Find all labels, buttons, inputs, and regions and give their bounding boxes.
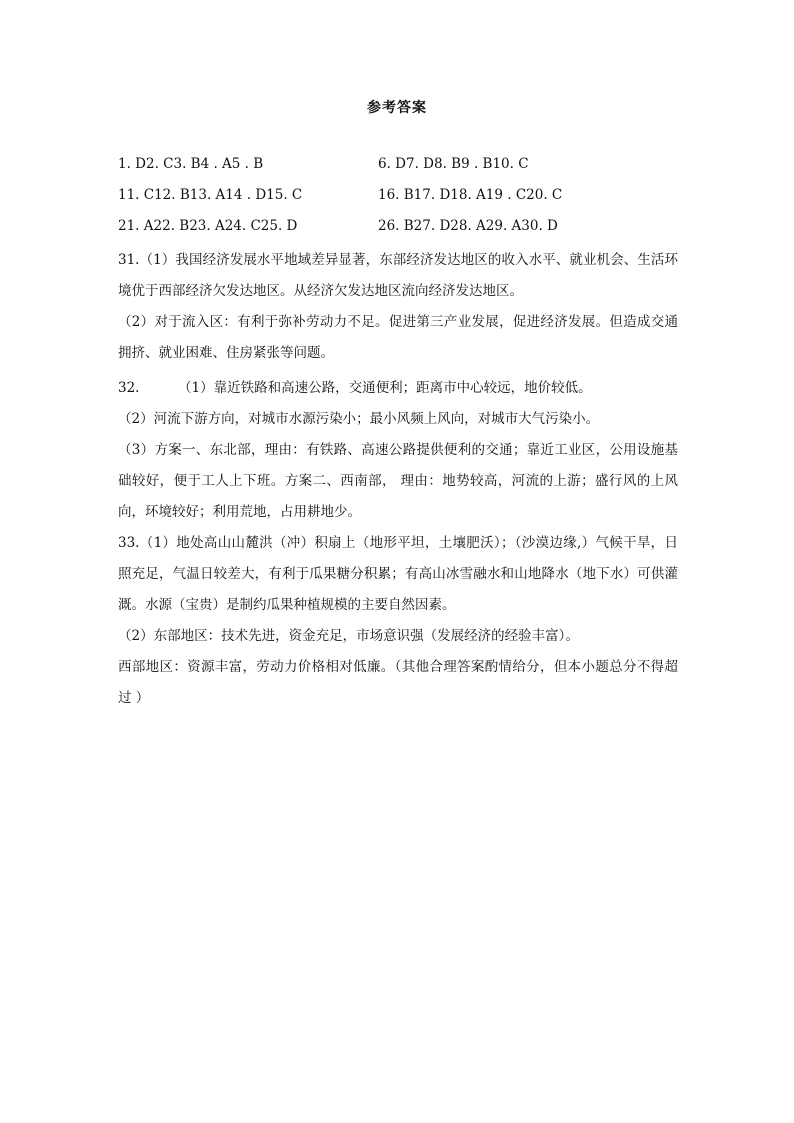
answer-row (118, 184, 678, 206)
answers-16-20: 16. B17. D18. A19 . C20. C (378, 187, 563, 203)
q32-part1-text: （1）靠近铁路和高速公路，交通便利；距离市中心较远，地价较低。 (178, 380, 592, 396)
q32-number: 32. (118, 380, 140, 396)
q33-part3: 西部地区：资源丰富，劳动力价格相对低廉。（其他合理答案酌情给分，但本小题总分不得超过 ） (118, 659, 678, 706)
answer-row (118, 153, 678, 175)
answer-body (118, 245, 678, 714)
q31-part2: （2）对于流入区：有利于弥补劳动力不足。促进第三产业发展，促进经济发展。但造成交通拥挤、就业困难、住房紧张等问题。 (118, 314, 678, 361)
q33-part1: 33.（1）地处高山山麓洪（冲）积扇上（地形平坦，土壤肥沃）；（沙漠边缘,）气候干旱，日照充足，气温日较差大，有利于瓜果糖分积累；有高山冰雪融水和山地降水（地下水）可供灌溉。水源（宝贵）是制约瓜果种植规模的主要自然因素。 (118, 535, 678, 613)
q32-part3: （3）方案一、东北部，理由：有铁路、高速公路提供便利的交通；靠近工业区，公用设施基础较好，便于工人上下班。方案二、西南部， 理由：地势较高，河流的上游；盛行风的上风向，环境较好；利用荒地，占用耕地少。 (118, 442, 678, 520)
q33-part2: （2）东部地区：技术先进，资金充足，市场意识强（发展经济的经验丰富）。 (118, 628, 579, 644)
answers-11-15: 11. C12. B13. A14 . D15. C (118, 187, 303, 203)
answers-26-30: 26. B27. D28. A29. A30. D (378, 218, 558, 234)
answers-21-25: 21. A22. B23. A24. C25. D (118, 218, 298, 234)
q32-part2: （2）河流下游方向，对城市水源污染小；最小风频上风向，对城市大气污染小。 (118, 411, 600, 427)
answers-1-5: 1. D2. C3. B4 . A5 . B (118, 156, 264, 172)
answers-6-10: 6. D7. D8. B9 . B10. C (378, 156, 529, 172)
page-title: 参考答案 (367, 100, 427, 116)
q31-part1: 31.（1）我国经济发展水平地域差异显著，东部经济发达地区的收入水平、就业机会、生活环境优于西部经济欠发达地区。从经济欠发达地区流向经济发达地区。 (118, 252, 678, 299)
q32-part1 (118, 373, 678, 404)
answer-row (118, 215, 678, 237)
